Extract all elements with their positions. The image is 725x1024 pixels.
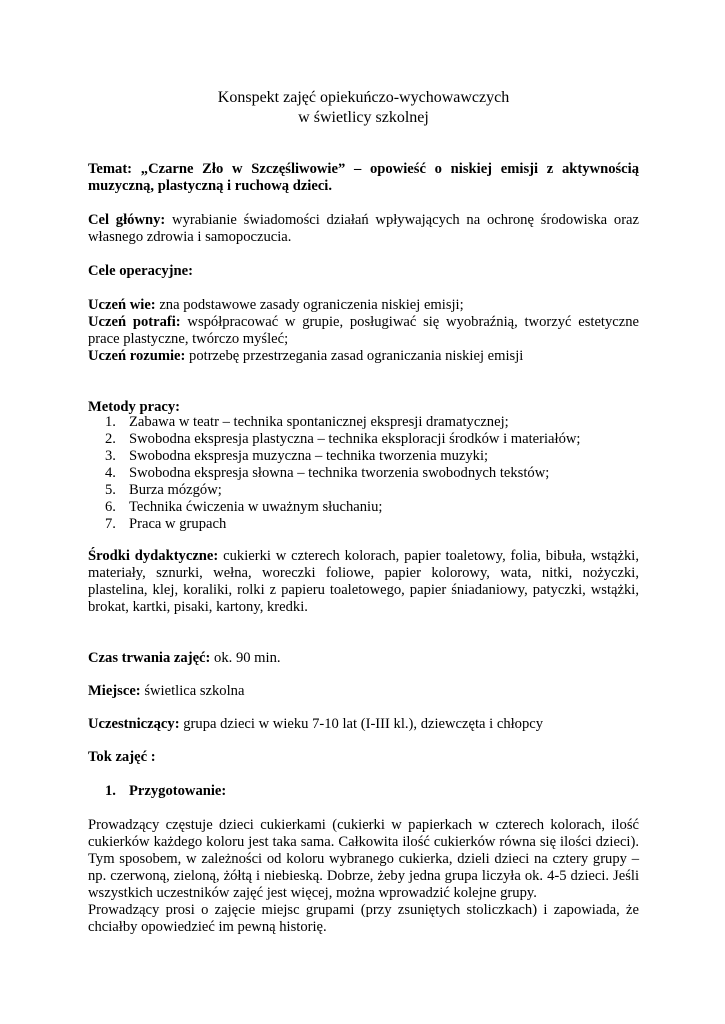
- understands-paragraph: [88, 348, 639, 365]
- place-label: Miejsce:: [88, 683, 141, 699]
- materials-label: Środki dydaktyczne:: [88, 548, 219, 564]
- participants-label: Uczestniczący:: [88, 716, 180, 732]
- list-item: [88, 431, 639, 448]
- knows-label: Uczeń wie:: [88, 297, 156, 313]
- duration-text: ok. 90 min.: [214, 650, 281, 666]
- can-text: współpracować w grupie, posługiwać się wyobraźnią, tworzyć estetyczne prace plastyczne, twórczo myśleć;: [88, 314, 640, 347]
- title-line-2: w świetlicy szkolnej: [298, 109, 429, 126]
- list-item: [88, 499, 639, 516]
- list-item-number: 3.: [105, 448, 116, 464]
- list-item: [88, 465, 639, 482]
- methods-list: [88, 414, 639, 533]
- list-item-text: Swobodna ekspresja słowna – technika tworzenia swobodnych tekstów;: [129, 465, 550, 481]
- preparation-paragraph-2: Prowadzący prosi o zajęcie miejsc grupami (przy zsuniętych stoliczkach) i zapowiada, że chciałby opowiedzieć im pewną historię.: [88, 902, 639, 935]
- list-item-text: Zabawa w teatr – technika spontanicznej ekspresji dramatycznej;: [129, 414, 509, 430]
- list-item-number: 6.: [105, 499, 116, 515]
- list-item-number: 5.: [105, 482, 116, 498]
- list-item: [88, 414, 639, 431]
- list-item: [88, 516, 639, 533]
- duration-label: Czas trwania zajęć:: [88, 650, 211, 666]
- list-item-text: Burza mózgów;: [129, 482, 222, 498]
- list-item: [88, 448, 639, 465]
- section-number: 1.: [105, 783, 116, 799]
- list-item-number: 2.: [105, 431, 116, 447]
- list-item-text: Swobodna ekspresja plastyczna – technika eksploracji środków i materiałów;: [129, 431, 581, 447]
- can-paragraph: [88, 314, 639, 348]
- duration-paragraph: [88, 650, 639, 667]
- list-item: [88, 482, 639, 499]
- can-label: Uczeń potrafi:: [88, 314, 181, 330]
- place-paragraph: [88, 683, 639, 700]
- list-item-text: Technika ćwiczenia w uważnym słuchaniu;: [129, 499, 383, 515]
- course-heading: Tok zajęć :: [88, 749, 156, 765]
- materials-paragraph: [88, 548, 639, 616]
- knows-text: zna podstawowe zasady ograniczenia niskiej emisji;: [159, 297, 464, 313]
- main-goal-paragraph: [88, 212, 639, 246]
- section-title: Przygotowanie:: [129, 783, 227, 799]
- place-text: świetlica szkolna: [144, 683, 245, 699]
- list-item-number: 7.: [105, 516, 116, 532]
- list-item-text: Swobodna ekspresja muzyczna – technika tworzenia muzyki;: [129, 448, 489, 464]
- topic-paragraph: Temat: „Czarne Zło w Szczęśliwowie” – opowieść o niskiej emisji z aktywnością muzyczną, plastyczną i ruchową dzieci.: [88, 161, 639, 194]
- participants-paragraph: [88, 716, 639, 733]
- materials-text: cukierki w czterech kolorach, papier toaletowy, folia, bibuła, wstążki, materiały, sznurki, wełna, woreczki foliowe, papier kolorowy, wata, nitki, nożyczki, plastelina, klej, koraliki, rolki z papieru toaletowego, papier śniadaniowy, patyczki, wstążki, brokat, kartki, pisaki, kartony, kredki.: [88, 548, 639, 615]
- methods-heading: Metody pracy:: [88, 399, 180, 415]
- preparation-paragraph-1: Prowadzący częstuje dzieci cukierkami (cukierki w papierkach w czterech kolorach, ilość cukierków każdego koloru jest taka sama. Całkowita ilość cukierków równa się ilości dzieci). Tym sposobem, w zależności od koloru wybranego cukierka, dzieli dzieci na cztery grupy – np. czerwoną, zieloną, żółtą i niebieską. Dobrze, żeby jedna grupa liczyła ok. 4-5 dzieci. Jeśli wszystkich uczestników zajęć jest więcej, można wprowadzić kolejne grupy.: [88, 817, 639, 901]
- operational-goals-heading: Cele operacyjne:: [88, 263, 193, 279]
- title-line-1: Konspekt zajęć opiekuńczo-wychowawczych: [217, 89, 510, 106]
- list-item-text: Praca w grupach: [129, 516, 227, 532]
- main-goal-text: wyrabianie świadomości działań wpływających na ochronę środowiska oraz własnego zdrowia i samopoczucia.: [88, 212, 640, 245]
- main-goal-label: Cel główny:: [88, 212, 166, 228]
- document-title: [88, 88, 639, 128]
- list-item-number: 1.: [105, 414, 116, 430]
- list-item-number: 4.: [105, 465, 116, 481]
- participants-text: grupa dzieci w wieku 7-10 lat (I-III kl.), dziewczęta i chłopcy: [183, 716, 544, 732]
- understands-text: potrzebę przestrzegania zasad ograniczania niskiej emisji: [189, 348, 524, 364]
- understands-label: Uczeń rozumie:: [88, 348, 186, 364]
- knows-paragraph: [88, 297, 639, 314]
